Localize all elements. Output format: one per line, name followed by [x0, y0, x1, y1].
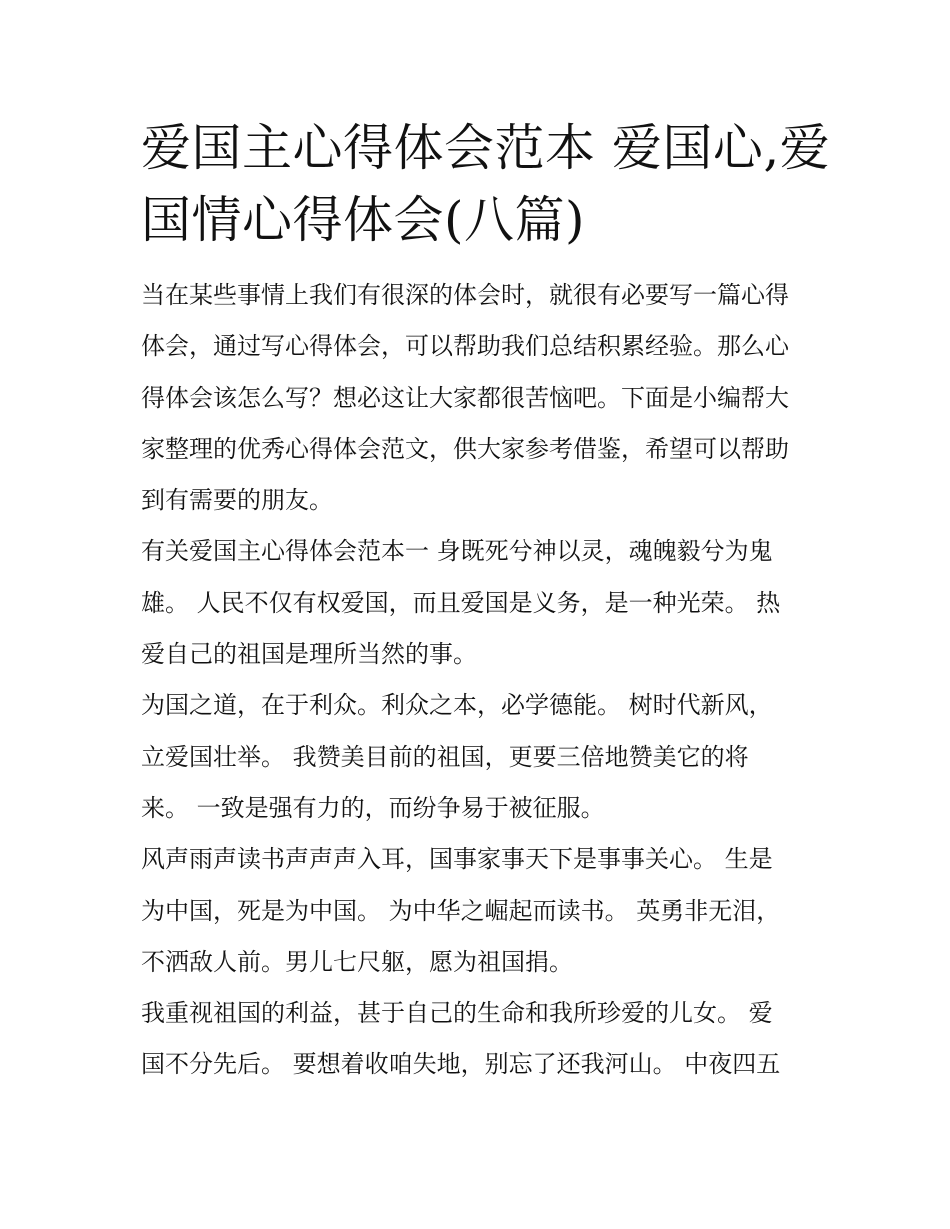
title-line: 爱国主心得体会范本 爱国心,爱	[141, 119, 831, 177]
text-line: 雄。 人民不仅有权爱国，而且爱国是义务，是一种光荣。 热	[141, 588, 781, 617]
text-line: 家整理的优秀心得体会范文，供大家参考借鉴，希望可以帮助	[141, 434, 789, 463]
text-line: 有关爱国主心得体会范本一 身既死兮神以灵，魂魄毅兮为鬼	[141, 537, 773, 566]
body-paragraph	[141, 526, 811, 680]
text-line: 爱自己的祖国是理所当然的事。	[141, 640, 477, 669]
body-paragraph	[141, 988, 811, 1091]
paragraph-list	[141, 270, 811, 1091]
intro-paragraph	[141, 270, 811, 526]
text-line: 到有需要的朋友。	[141, 486, 333, 515]
text-line: 来。 一致是强有力的，而纷争易于被征服。	[141, 793, 605, 822]
text-line: 立爱国壮举。 我赞美目前的祖国，更要三倍地赞美它的将	[141, 742, 749, 771]
text-line: 国不分先后。 要想着收咱失地，别忘了还我河山。 中夜四五	[141, 1050, 781, 1079]
text-line: 为国之道，在于利众。利众之本，必学德能。 树时代新风，	[141, 691, 773, 720]
body-paragraph	[141, 834, 811, 988]
text-line: 为中国，死是为中国。 为中华之崛起而读书。 英勇非无泪，	[141, 896, 781, 925]
text-line: 当在某些事情上我们有很深的体会时，就很有必要写一篇心得	[141, 281, 789, 309]
body-paragraph	[141, 680, 811, 834]
text-line: 风声雨声读书声声声入耳，国事家事天下是事事关心。 生是	[141, 845, 773, 874]
text-line: 不洒敌人前。男儿七尺躯，愿为祖国捐。	[141, 947, 573, 976]
title-line: 国情心得体会(八篇)	[141, 191, 586, 249]
text-line: 得体会该怎么写？想必这让大家都很苦恼吧。下面是小编帮大	[141, 383, 789, 412]
text-line: 体会，通过写心得体会，可以帮助我们总结积累经验。那么心	[141, 332, 789, 361]
document-body	[141, 112, 831, 1091]
text-line: 我重视祖国的利益，甚于自己的生命和我所珍爱的儿女。 爱	[141, 999, 773, 1028]
document-title	[141, 112, 831, 256]
